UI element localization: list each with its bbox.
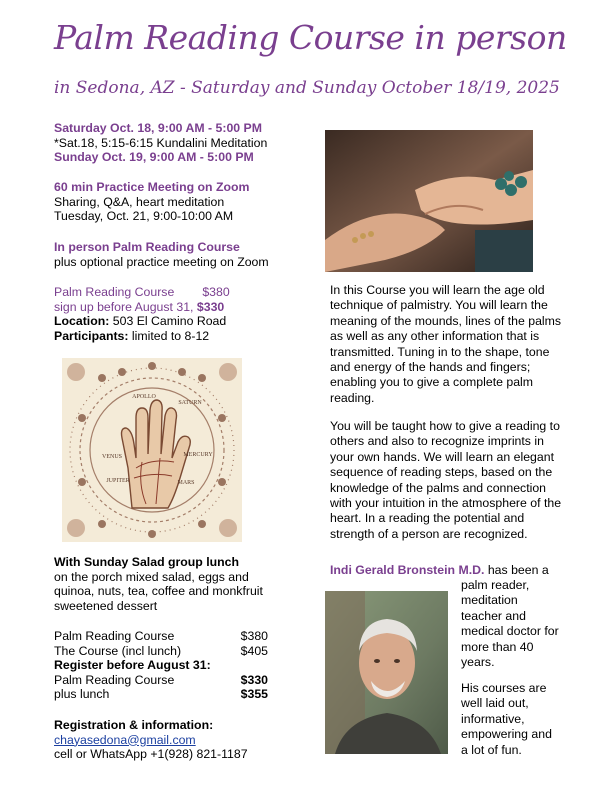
bio-closing-line: a lot of fun. (461, 742, 522, 757)
price-row-value: $355 (240, 687, 268, 702)
contact-block (54, 718, 248, 762)
price-row (54, 644, 268, 659)
hands-photo (325, 130, 533, 272)
bio-intro: has been a (487, 563, 549, 577)
bio-details (461, 578, 581, 670)
register-heading: Register before August 31: (54, 658, 211, 673)
bio-line: medical doctor for (461, 624, 559, 639)
palm-chart-svg (62, 358, 242, 542)
location-value: 503 El Camino Road (112, 314, 227, 329)
bio-closing-line: well laid out, (461, 696, 529, 711)
location-row (54, 314, 230, 329)
price-row (54, 673, 268, 688)
palm-label-mars: MARS (177, 480, 195, 486)
phone-number: cell or WhatsApp +1(928) 821-1187 (54, 747, 248, 762)
contact-heading: Registration & information: (54, 718, 214, 732)
portrait-photo (325, 591, 448, 754)
course-subline: plus optional practice meeting on Zoom (54, 254, 269, 269)
bio-closing (461, 681, 581, 758)
price-row-value: $405 (240, 643, 268, 658)
pricing-top-row (54, 285, 230, 300)
course-heading: In person Palm Reading Course (54, 240, 240, 254)
lunch-line-3: sweetened dessert (54, 598, 158, 613)
price-row (54, 629, 268, 644)
palm-chart-image (62, 358, 242, 542)
palm-label-saturn: SATURN (178, 400, 202, 406)
course-block (54, 240, 269, 269)
palm-label-mercury: MERCURY (183, 452, 213, 458)
portrait-photo-svg (325, 591, 448, 754)
lunch-heading: With Sunday Salad group lunch (54, 555, 240, 569)
pricing-top-block (54, 285, 230, 343)
price-row-value: $380 (240, 629, 268, 643)
bio-line: more than 40 (461, 639, 534, 654)
signup-text: sign up before August 31, (54, 299, 194, 314)
email-link[interactable]: chayasedona@gmail.com (54, 732, 196, 747)
palm-label-jupiter: JUPITER (106, 478, 130, 484)
participants-label: Participants: (54, 328, 129, 343)
zoom-line-1: Sharing, Q&A, heart meditation (54, 194, 225, 209)
lunch-line-2: quinoa, nuts, tea, coffee and monkfruit (54, 584, 263, 599)
participants-row (54, 329, 230, 344)
bio-closing-line: His courses are (461, 681, 547, 695)
bio-line: palm reader, (461, 578, 530, 592)
pricing-top-label: Palm Reading Course (54, 285, 175, 299)
bio-name: Indi Gerald Bronstein M.D. (330, 563, 485, 577)
page-subtitle: in Sedona, AZ - Saturday and Sunday October 18/19, 2025 (54, 78, 560, 98)
price-row (54, 687, 268, 702)
palm-label-apollo: APOLLO (132, 394, 156, 400)
saturday-schedule: Saturday Oct. 18, 9:00 AM - 5:00 PM (54, 121, 262, 135)
schedule-block (54, 121, 267, 165)
bio-line: years. (461, 655, 495, 670)
description-p2: You will be taught how to give a reading to others and also to recognize imprints in your own hands. We will learn an elegant sequence of reading steps, based on the knowledge of the palms and connection with your intuition in the atmosphere of the heart. In a reading the potential and strength of a person are recognized. (330, 419, 562, 541)
zoom-heading: 60 min Practice Meeting on Zoom (54, 180, 250, 194)
zoom-line-2: Tuesday, Oct. 21, 9:00-10:00 AM (54, 209, 234, 224)
saturday-meditation: *Sat.18, 5:15-6:15 Kundalini Meditation (54, 135, 268, 150)
price-row-value: $330 (240, 672, 268, 687)
pricing-top-price: $380 (202, 285, 230, 299)
bio-line: teacher and (461, 608, 526, 623)
participants-value: limited to 8-12 (131, 328, 210, 343)
zoom-block (54, 180, 249, 224)
lunch-block (54, 555, 263, 613)
lunch-line-1: on the porch mixed salad, eggs and (54, 569, 249, 584)
bio-closing-line: informative, (461, 711, 525, 726)
palm-label-venus: VENUS (101, 454, 123, 460)
description-p1: In this Course you will learn the age old technique of palmistry. You will learn the meaning of the mounds, lines of the palms as well as any other information that is transmitted. Tuning in to the shape, tone and energy of the hands and fingers; enabling you to give a complete palm reading. (330, 283, 562, 405)
price-row-label: Palm Reading Course (54, 672, 175, 687)
signup-row (54, 300, 230, 315)
price-table (54, 629, 268, 702)
hands-photo-svg (325, 130, 533, 272)
bio-line: meditation (461, 593, 518, 608)
sunday-schedule: Sunday Oct. 19, 9:00 AM - 5:00 PM (54, 150, 254, 165)
bio-closing-line: empowering and (461, 727, 552, 742)
page-title: Palm Reading Course in person (54, 18, 567, 57)
price-row-label: The Course (incl lunch) (54, 643, 182, 658)
signup-price: $330 (196, 299, 225, 314)
bio-intro-line (330, 563, 570, 578)
location-label: Location: (54, 314, 110, 329)
price-row-label: plus lunch (54, 687, 110, 702)
price-row-label: Palm Reading Course (54, 629, 175, 643)
